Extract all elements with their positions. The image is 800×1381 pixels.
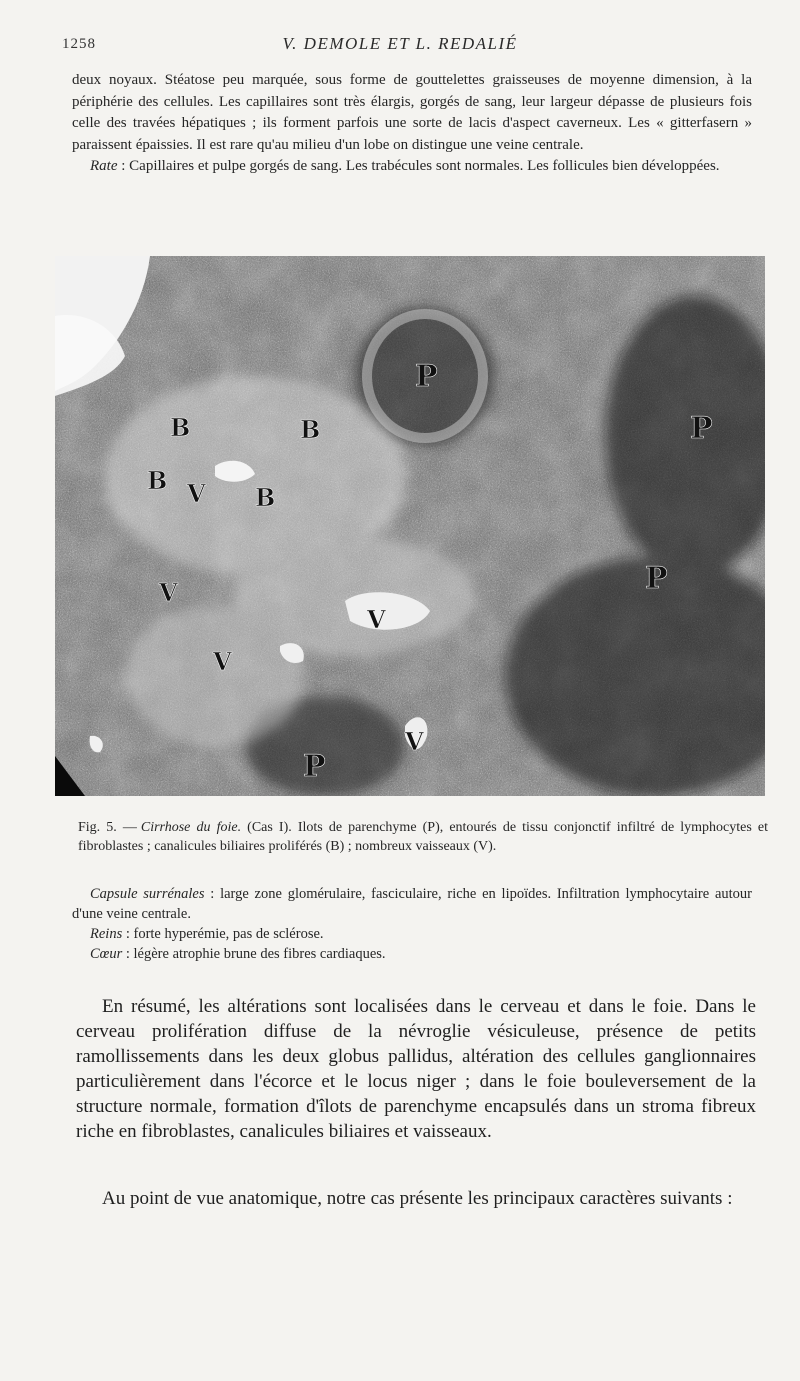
reins-text: : forte hyperémie, pas de sclérose. <box>122 926 324 942</box>
page-number: 1258 <box>62 36 96 52</box>
figure-label-b4: B <box>255 483 276 512</box>
reins-label: Reins <box>90 926 123 942</box>
figure-number: Fig. 5. — <box>78 820 137 835</box>
figure-label-v4: V <box>213 647 232 676</box>
coeur-text: : légère atrophie brune des fibres cardiaques. <box>122 946 386 962</box>
rate-text: : Capillaires et pulpe gorgés de sang. Les trabécules sont normales. Les follicules bien développées. <box>117 158 720 174</box>
running-head: V. DEMOLE ET L. REDALIÉ <box>282 34 518 53</box>
figure-label-p1: P <box>415 359 438 394</box>
micrograph-figure <box>55 256 765 796</box>
figure-caption-text: (Cas I). Ilots de parenchyme (P), entourés de tissu conjonctif infiltré de lymphocytes et fibroblastes ; canalicules biliaires proliférés (B) ; nombreux vaisseaux (V). <box>78 820 768 854</box>
rate-paragraph <box>72 156 752 178</box>
figure-label-v3: V <box>367 605 386 634</box>
coeur-paragraph <box>72 944 752 964</box>
figure-label-b1: B <box>170 413 191 442</box>
figure-label-p2: P <box>690 411 713 446</box>
organ-findings <box>72 884 752 964</box>
figure-label-v5: V <box>405 727 424 756</box>
conclusion-section <box>76 1186 756 1211</box>
liver-description <box>72 70 752 178</box>
figure-label-p3: P <box>645 561 668 596</box>
coeur-label: Cœur <box>90 946 123 962</box>
reins-paragraph <box>72 924 752 944</box>
figure-caption <box>78 818 768 856</box>
conclusion-paragraph: Au point de vue anatomique, notre cas présente les principaux caractères suivants : <box>102 1188 733 1209</box>
micrograph-image <box>55 256 765 796</box>
figure-label-p4: P <box>303 749 326 784</box>
summary-section <box>76 994 756 1144</box>
capsule-paragraph <box>72 884 752 924</box>
summary-paragraph: En résumé, les altérations sont localisées dans le cerveau et dans le foie. Dans le cerveau prolifération diffuse de la névroglie vésiculeuse, présence de petits ramollissements dans les deux globus pallidus, altération des cellules ganglionnaires particulièrement dans l'écorce et le locus niger ; dans le foie bouleversement de la structure normale, formation d'îlots de parenchyme encapsulés dans un stroma fibreux riche en fibroblastes, canalicules biliaires et vaisseaux. <box>76 996 756 1142</box>
capsule-label: Capsule surrénales <box>90 886 205 902</box>
figure-label-v1: V <box>187 479 206 508</box>
figure-label-b3: B <box>147 466 168 495</box>
rate-label: Rate <box>90 158 118 174</box>
figure-label-b2: B <box>300 415 321 444</box>
figure-title: Cirrhose du foie. <box>140 820 242 835</box>
figure-label-v2: V <box>159 578 178 607</box>
liver-paragraph: deux noyaux. Stéatose peu marquée, sous forme de gouttelettes graisseuses de moyenne dimension, à la périphérie des cellules. Les capillaires sont très élargis, gorgés de sang, leur largeur dépasse de plusieurs fois celle des travées hépatiques ; ils forment parfois une sorte de lacis d'aspect caverneux. Les « gitterfasern » paraissent épaissies. Il est rare qu'au milieu d'un lobe on distingue une veine centrale. <box>72 72 752 153</box>
capsule-text: : large zone glomérulaire, fasciculaire, riche en lipoïdes. Infiltration lymphocytaire autour d'une veine centrale. <box>72 886 752 922</box>
